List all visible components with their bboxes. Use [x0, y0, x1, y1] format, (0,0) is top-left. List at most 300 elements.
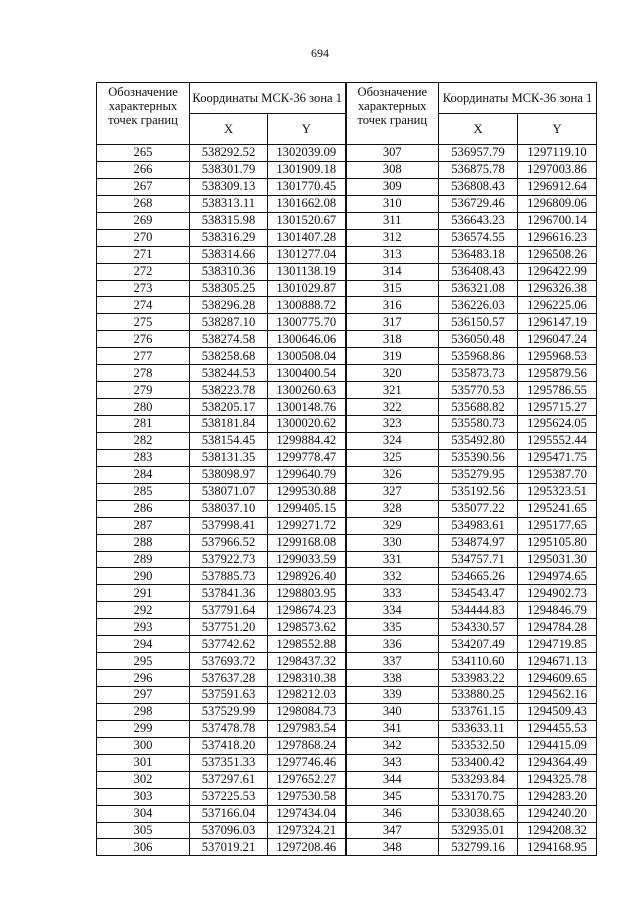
left-y-cell: 1297530.58: [268, 788, 346, 805]
right-point-cell: 324: [346, 432, 439, 449]
table-row: [97, 348, 597, 365]
table-row: [97, 416, 597, 433]
left-y-cell: 1297208.46: [268, 839, 346, 856]
right-point-cell: 309: [346, 178, 439, 195]
left-y-cell: 1298674.23: [268, 602, 346, 619]
right-x-cell: 534330.57: [439, 619, 518, 636]
table-row: [97, 839, 597, 856]
left-point-cell: 305: [97, 822, 190, 839]
right-y-cell: 1296047.24: [518, 331, 597, 348]
right-y-cell: 1296422.99: [518, 263, 597, 280]
right-point-cell: 322: [346, 399, 439, 416]
left-x-cell: 537742.62: [190, 636, 268, 653]
left-x-cell: 537966.52: [190, 534, 268, 551]
left-x-cell: 537351.33: [190, 754, 268, 771]
left-point-cell: 277: [97, 348, 190, 365]
right-y-cell: 1296326.38: [518, 280, 597, 297]
right-point-cell: 348: [346, 839, 439, 856]
right-point-cell: 323: [346, 416, 439, 433]
table-row: [97, 771, 597, 788]
left-y-cell: 1299168.08: [268, 534, 346, 551]
right-x-cell: 536150.57: [439, 314, 518, 331]
right-x-cell: 535390.56: [439, 449, 518, 466]
right-x-cell: 533761.15: [439, 703, 518, 720]
left-x-cell: 538223.78: [190, 382, 268, 399]
table-row: [97, 822, 597, 839]
left-point-cell: 295: [97, 653, 190, 670]
right-point-cell: 310: [346, 195, 439, 212]
right-y-cell: 1294562.16: [518, 687, 597, 704]
right-point-cell: 326: [346, 466, 439, 483]
left-point-cell: 285: [97, 483, 190, 500]
right-y-cell: 1295105.80: [518, 534, 597, 551]
right-point-cell: 312: [346, 229, 439, 246]
right-y-cell: 1294208.32: [518, 822, 597, 839]
left-y-cell: 1300260.63: [268, 382, 346, 399]
left-point-cell: 282: [97, 432, 190, 449]
left-point-cell: 274: [97, 297, 190, 314]
table-row: [97, 788, 597, 805]
left-y-cell: 1299640.79: [268, 466, 346, 483]
right-x-cell: 533038.65: [439, 805, 518, 822]
left-point-cell: 269: [97, 212, 190, 229]
left-x-cell: 538301.79: [190, 161, 268, 178]
left-x-cell: 538310.36: [190, 263, 268, 280]
left-y-header: Y: [268, 114, 346, 145]
right-x-cell: 535968.86: [439, 348, 518, 365]
right-y-cell: 1294168.95: [518, 839, 597, 856]
left-x-cell: 538037.10: [190, 500, 268, 517]
right-y-cell: 1294415.09: [518, 737, 597, 754]
table-row: [97, 263, 597, 280]
left-x-cell: 537751.20: [190, 619, 268, 636]
right-x-cell: 536226.03: [439, 297, 518, 314]
table-row: [97, 280, 597, 297]
left-x-cell: 537841.36: [190, 585, 268, 602]
right-coord-system-header: Координаты МСК-36 зона 1: [439, 83, 597, 114]
right-x-cell: 534874.97: [439, 534, 518, 551]
left-point-cell: 271: [97, 246, 190, 263]
left-y-cell: 1302039.09: [268, 145, 346, 162]
right-point-cell: 329: [346, 517, 439, 534]
left-y-cell: 1297434.04: [268, 805, 346, 822]
right-point-cell: 345: [346, 788, 439, 805]
left-x-cell: 537529.99: [190, 703, 268, 720]
right-y-cell: 1295786.55: [518, 382, 597, 399]
right-point-cell: 314: [346, 263, 439, 280]
left-point-cell: 296: [97, 670, 190, 687]
right-y-cell: 1296508.26: [518, 246, 597, 263]
right-y-cell: 1295471.75: [518, 449, 597, 466]
left-point-cell: 276: [97, 331, 190, 348]
right-point-cell: 308: [346, 161, 439, 178]
right-y-cell: 1294609.65: [518, 670, 597, 687]
left-y-cell: 1298926.40: [268, 568, 346, 585]
table-row: [97, 229, 597, 246]
left-x-header: X: [190, 114, 268, 145]
table-row: [97, 145, 597, 162]
right-y-cell: 1294509.43: [518, 703, 597, 720]
left-x-cell: 538314.66: [190, 246, 268, 263]
left-y-cell: 1299271.72: [268, 517, 346, 534]
right-point-cell: 335: [346, 619, 439, 636]
right-y-cell: 1296225.06: [518, 297, 597, 314]
right-x-cell: 535688.82: [439, 399, 518, 416]
left-point-cell: 270: [97, 229, 190, 246]
left-point-header: Обозначение характерных точек границ: [97, 83, 190, 145]
right-x-cell: 532935.01: [439, 822, 518, 839]
table-row: [97, 720, 597, 737]
right-y-cell: 1294325.78: [518, 771, 597, 788]
right-y-cell: 1296809.06: [518, 195, 597, 212]
left-point-cell: 267: [97, 178, 190, 195]
right-point-cell: 319: [346, 348, 439, 365]
right-x-cell: 533983.22: [439, 670, 518, 687]
left-x-cell: 538205.17: [190, 399, 268, 416]
right-y-header: Y: [518, 114, 597, 145]
left-x-cell: 538071.07: [190, 483, 268, 500]
right-x-cell: 533400.42: [439, 754, 518, 771]
right-y-cell: 1294719.85: [518, 636, 597, 653]
right-x-cell: 536957.79: [439, 145, 518, 162]
left-y-cell: 1298552.88: [268, 636, 346, 653]
table-row: [97, 670, 597, 687]
right-y-cell: 1294784.28: [518, 619, 597, 636]
left-y-cell: 1299530.88: [268, 483, 346, 500]
right-point-cell: 327: [346, 483, 439, 500]
right-x-cell: 533532.50: [439, 737, 518, 754]
left-y-cell: 1301662.08: [268, 195, 346, 212]
right-x-cell: 534543.47: [439, 585, 518, 602]
table-row: [97, 246, 597, 263]
left-point-cell: 287: [97, 517, 190, 534]
left-x-cell: 538287.10: [190, 314, 268, 331]
left-y-cell: 1300020.62: [268, 416, 346, 433]
left-y-cell: 1301029.87: [268, 280, 346, 297]
left-x-cell: 538292.52: [190, 145, 268, 162]
left-y-cell: 1298212.03: [268, 687, 346, 704]
right-y-cell: 1297119.10: [518, 145, 597, 162]
left-point-cell: 303: [97, 788, 190, 805]
right-point-cell: 330: [346, 534, 439, 551]
left-x-cell: 538181.84: [190, 416, 268, 433]
right-x-cell: 535873.73: [439, 365, 518, 382]
table-row: [97, 212, 597, 229]
table-row: [97, 517, 597, 534]
table-row: [97, 195, 597, 212]
left-y-cell: 1297868.24: [268, 737, 346, 754]
right-point-cell: 341: [346, 720, 439, 737]
right-y-cell: 1295031.30: [518, 551, 597, 568]
right-y-cell: 1294364.49: [518, 754, 597, 771]
left-y-cell: 1297652.27: [268, 771, 346, 788]
right-point-cell: 337: [346, 653, 439, 670]
right-point-cell: 340: [346, 703, 439, 720]
left-x-cell: 538274.58: [190, 331, 268, 348]
left-point-cell: 284: [97, 466, 190, 483]
left-y-cell: 1298803.95: [268, 585, 346, 602]
left-x-cell: 538313.11: [190, 195, 268, 212]
right-y-cell: 1295968.53: [518, 348, 597, 365]
left-y-cell: 1301138.19: [268, 263, 346, 280]
right-x-cell: 536483.18: [439, 246, 518, 263]
right-point-header: Обозначение характерных точек границ: [346, 83, 439, 145]
table-row: [97, 754, 597, 771]
right-point-cell: 315: [346, 280, 439, 297]
left-point-cell: 289: [97, 551, 190, 568]
right-point-cell: 318: [346, 331, 439, 348]
right-x-cell: 536643.23: [439, 212, 518, 229]
left-y-cell: 1298573.62: [268, 619, 346, 636]
table-row: [97, 653, 597, 670]
left-y-cell: 1299884.42: [268, 432, 346, 449]
right-x-cell: 535279.95: [439, 466, 518, 483]
left-point-cell: 279: [97, 382, 190, 399]
left-x-cell: 537637.28: [190, 670, 268, 687]
right-x-cell: 533633.11: [439, 720, 518, 737]
left-x-cell: 537297.61: [190, 771, 268, 788]
right-point-cell: 313: [346, 246, 439, 263]
right-y-cell: 1294671.13: [518, 653, 597, 670]
table-body: [97, 145, 597, 856]
right-y-cell: 1295177.65: [518, 517, 597, 534]
right-x-cell: 536729.46: [439, 195, 518, 212]
left-point-cell: 302: [97, 771, 190, 788]
right-x-cell: 536321.08: [439, 280, 518, 297]
right-point-cell: 338: [346, 670, 439, 687]
left-x-cell: 537418.20: [190, 737, 268, 754]
left-x-cell: 537922.73: [190, 551, 268, 568]
right-x-cell: 536574.55: [439, 229, 518, 246]
left-y-cell: 1299033.59: [268, 551, 346, 568]
left-y-cell: 1301909.18: [268, 161, 346, 178]
right-x-cell: 535077.22: [439, 500, 518, 517]
left-y-cell: 1298310.38: [268, 670, 346, 687]
right-x-cell: 535770.53: [439, 382, 518, 399]
table-row: [97, 568, 597, 585]
table-row: [97, 297, 597, 314]
right-point-cell: 331: [346, 551, 439, 568]
right-y-cell: 1294902.73: [518, 585, 597, 602]
left-point-cell: 301: [97, 754, 190, 771]
table-row: [97, 314, 597, 331]
left-y-cell: 1297746.46: [268, 754, 346, 771]
right-point-cell: 334: [346, 602, 439, 619]
left-y-cell: 1299405.15: [268, 500, 346, 517]
left-point-cell: 290: [97, 568, 190, 585]
left-y-cell: 1297324.21: [268, 822, 346, 839]
right-x-cell: 536408.43: [439, 263, 518, 280]
left-point-cell: 268: [97, 195, 190, 212]
left-point-cell: 299: [97, 720, 190, 737]
left-point-cell: 304: [97, 805, 190, 822]
left-y-cell: 1301277.04: [268, 246, 346, 263]
left-x-cell: 537885.73: [190, 568, 268, 585]
right-point-cell: 316: [346, 297, 439, 314]
left-x-cell: 537096.03: [190, 822, 268, 839]
table-row: [97, 466, 597, 483]
left-x-cell: 538316.29: [190, 229, 268, 246]
right-x-header: X: [439, 114, 518, 145]
right-point-cell: 339: [346, 687, 439, 704]
table-row: [97, 534, 597, 551]
left-x-cell: 537791.64: [190, 602, 268, 619]
table-row: [97, 382, 597, 399]
left-y-cell: 1298437.32: [268, 653, 346, 670]
table-row: [97, 161, 597, 178]
left-point-cell: 293: [97, 619, 190, 636]
left-y-cell: 1300775.70: [268, 314, 346, 331]
table-row: [97, 687, 597, 704]
right-y-cell: 1296700.14: [518, 212, 597, 229]
table-row: [97, 805, 597, 822]
left-y-cell: 1298084.73: [268, 703, 346, 720]
left-x-cell: 538305.25: [190, 280, 268, 297]
right-point-cell: 321: [346, 382, 439, 399]
right-y-cell: 1294240.20: [518, 805, 597, 822]
left-y-cell: 1300148.76: [268, 399, 346, 416]
left-x-cell: 537166.04: [190, 805, 268, 822]
right-x-cell: 533170.75: [439, 788, 518, 805]
right-point-cell: 320: [346, 365, 439, 382]
table-row: [97, 432, 597, 449]
right-y-cell: 1295387.70: [518, 466, 597, 483]
right-x-cell: 534757.71: [439, 551, 518, 568]
right-y-cell: 1295715.27: [518, 399, 597, 416]
right-x-cell: 533880.25: [439, 687, 518, 704]
right-x-cell: 534444.83: [439, 602, 518, 619]
left-x-cell: 537225.53: [190, 788, 268, 805]
left-x-cell: 537478.78: [190, 720, 268, 737]
right-y-cell: 1294974.65: [518, 568, 597, 585]
table-row: [97, 551, 597, 568]
right-point-cell: 343: [346, 754, 439, 771]
table-row: [97, 619, 597, 636]
table-row: [97, 500, 597, 517]
right-point-cell: 307: [346, 145, 439, 162]
left-point-cell: 297: [97, 687, 190, 704]
right-x-cell: 534983.61: [439, 517, 518, 534]
right-x-cell: 533293.84: [439, 771, 518, 788]
left-y-cell: 1300646.06: [268, 331, 346, 348]
table-row: [97, 483, 597, 500]
table-row: [97, 602, 597, 619]
left-x-cell: 538131.35: [190, 449, 268, 466]
left-point-cell: 298: [97, 703, 190, 720]
left-point-cell: 281: [97, 416, 190, 433]
left-y-cell: 1297983.54: [268, 720, 346, 737]
left-point-cell: 300: [97, 737, 190, 754]
coordinates-table: [96, 82, 597, 856]
table-row: [97, 449, 597, 466]
left-point-cell: 294: [97, 636, 190, 653]
left-point-cell: 288: [97, 534, 190, 551]
right-y-cell: 1296616.23: [518, 229, 597, 246]
left-point-cell: 275: [97, 314, 190, 331]
table-row: [97, 636, 597, 653]
right-x-cell: 536808.43: [439, 178, 518, 195]
right-x-cell: 534665.26: [439, 568, 518, 585]
left-point-cell: 273: [97, 280, 190, 297]
table-row: [97, 331, 597, 348]
right-y-cell: 1295879.56: [518, 365, 597, 382]
table-row: [97, 178, 597, 195]
right-y-cell: 1294846.79: [518, 602, 597, 619]
left-point-cell: 292: [97, 602, 190, 619]
left-y-cell: 1300508.04: [268, 348, 346, 365]
right-y-cell: 1297003.86: [518, 161, 597, 178]
right-point-cell: 342: [346, 737, 439, 754]
right-x-cell: 535492.80: [439, 432, 518, 449]
right-y-cell: 1296912.64: [518, 178, 597, 195]
left-point-cell: 265: [97, 145, 190, 162]
left-point-cell: 306: [97, 839, 190, 856]
left-x-cell: 537998.41: [190, 517, 268, 534]
right-point-cell: 347: [346, 822, 439, 839]
right-y-cell: 1295552.44: [518, 432, 597, 449]
right-point-cell: 325: [346, 449, 439, 466]
table-row: [97, 365, 597, 382]
right-y-cell: 1295323.51: [518, 483, 597, 500]
left-point-cell: 291: [97, 585, 190, 602]
right-x-cell: 535192.56: [439, 483, 518, 500]
right-x-cell: 535580.73: [439, 416, 518, 433]
table-row: [97, 399, 597, 416]
left-y-cell: 1301407.28: [268, 229, 346, 246]
right-point-cell: 333: [346, 585, 439, 602]
right-y-cell: 1294283.20: [518, 788, 597, 805]
right-y-cell: 1296147.19: [518, 314, 597, 331]
right-point-cell: 332: [346, 568, 439, 585]
left-x-cell: 537693.72: [190, 653, 268, 670]
right-x-cell: 532799.16: [439, 839, 518, 856]
right-point-cell: 311: [346, 212, 439, 229]
table-row: [97, 703, 597, 720]
left-x-cell: 538098.97: [190, 466, 268, 483]
left-y-cell: 1300400.54: [268, 365, 346, 382]
table-row: [97, 585, 597, 602]
left-x-cell: 538296.28: [190, 297, 268, 314]
left-y-cell: 1300888.72: [268, 297, 346, 314]
left-x-cell: 538154.45: [190, 432, 268, 449]
left-y-cell: 1299778.47: [268, 449, 346, 466]
left-point-cell: 280: [97, 399, 190, 416]
left-point-cell: 286: [97, 500, 190, 517]
right-y-cell: 1295624.05: [518, 416, 597, 433]
left-x-cell: 537019.21: [190, 839, 268, 856]
right-point-cell: 346: [346, 805, 439, 822]
left-x-cell: 538315.98: [190, 212, 268, 229]
right-point-cell: 328: [346, 500, 439, 517]
table-row: [97, 737, 597, 754]
right-y-cell: 1295241.65: [518, 500, 597, 517]
right-x-cell: 536875.78: [439, 161, 518, 178]
right-point-cell: 344: [346, 771, 439, 788]
left-coord-system-header: Координаты МСК-36 зона 1: [190, 83, 346, 114]
left-y-cell: 1301770.45: [268, 178, 346, 195]
page-number: 694: [311, 46, 329, 60]
left-point-cell: 272: [97, 263, 190, 280]
left-point-cell: 283: [97, 449, 190, 466]
left-x-cell: 538244.53: [190, 365, 268, 382]
left-point-cell: 266: [97, 161, 190, 178]
left-y-cell: 1301520.67: [268, 212, 346, 229]
right-x-cell: 534207.49: [439, 636, 518, 653]
right-x-cell: 536050.48: [439, 331, 518, 348]
left-x-cell: 537591.63: [190, 687, 268, 704]
right-x-cell: 534110.60: [439, 653, 518, 670]
right-point-cell: 336: [346, 636, 439, 653]
